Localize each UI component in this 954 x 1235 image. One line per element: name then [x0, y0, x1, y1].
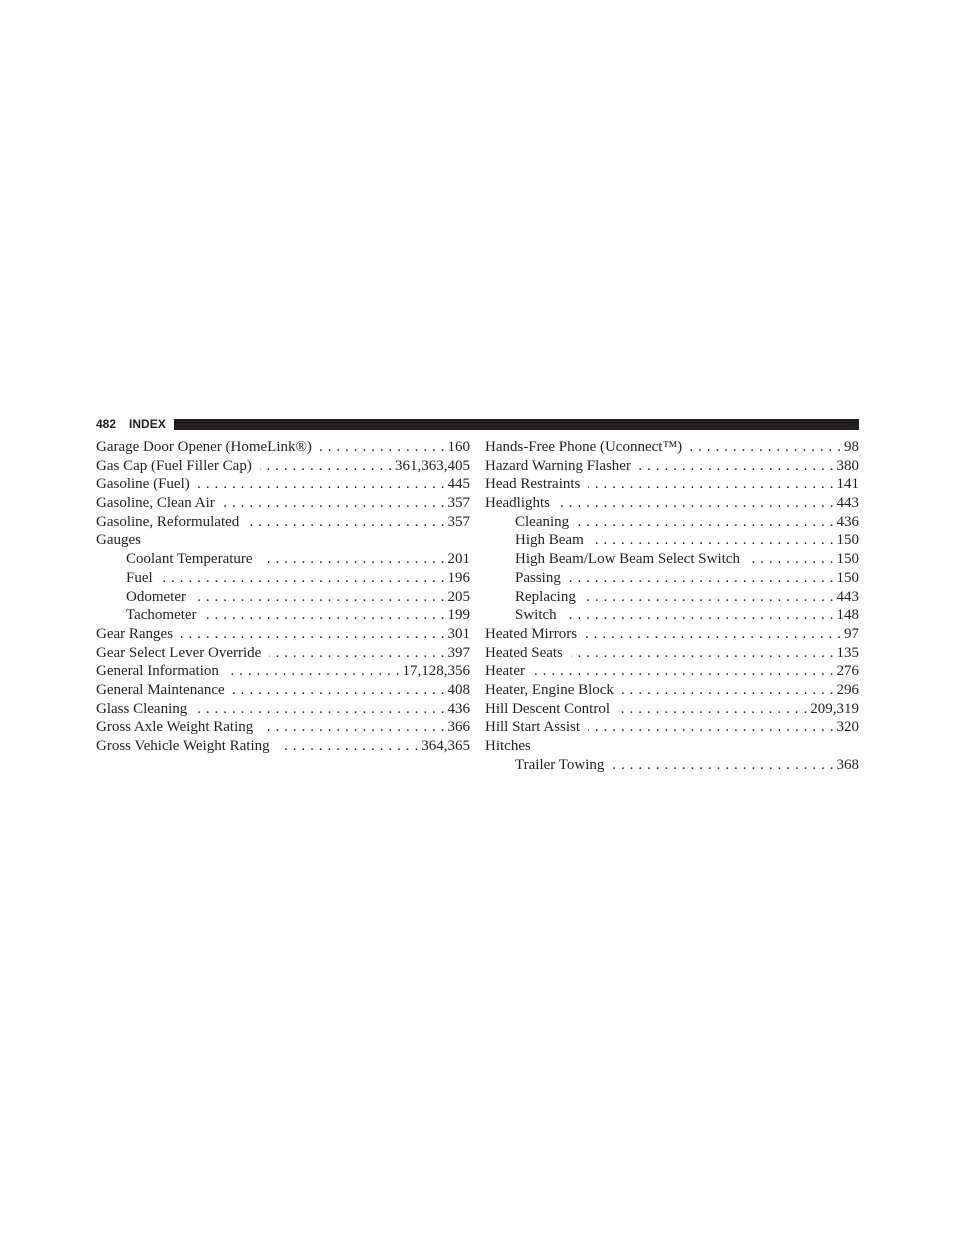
- index-term: Gross Vehicle Weight Rating: [96, 738, 270, 754]
- index-entry: [96, 475, 470, 494]
- dot-leader: [588, 718, 833, 737]
- index-entry: [485, 662, 859, 681]
- dot-leader: [612, 756, 833, 775]
- index-subentry: [485, 550, 859, 569]
- dot-leader: [571, 644, 834, 663]
- index-page-refs: 436: [447, 700, 470, 717]
- index-page-refs: 160: [447, 439, 470, 455]
- index-entry: [96, 681, 470, 700]
- index-subentry: [96, 569, 470, 588]
- index-entry: [96, 644, 470, 663]
- index-term: Gear Select Lever Override: [96, 644, 262, 661]
- index-page-refs: 276: [836, 663, 859, 680]
- dot-leader: [622, 681, 834, 700]
- index-page-refs: 366: [447, 719, 470, 736]
- index-page-refs: 320: [836, 719, 859, 736]
- dot-leader: [269, 644, 444, 663]
- index-entry: [485, 494, 859, 513]
- index-page-refs: 436: [836, 513, 859, 530]
- index-term: Replacing: [515, 588, 576, 605]
- index-term: Heated Mirrors: [485, 625, 578, 642]
- dot-leader: [198, 475, 445, 494]
- dot-leader: [690, 438, 841, 457]
- dot-leader: [181, 625, 444, 644]
- index-subentry: [485, 588, 859, 607]
- index-entry: [96, 700, 470, 719]
- dot-leader: [577, 513, 833, 532]
- index-column-left: [96, 438, 470, 756]
- index-page-refs: 199: [447, 607, 470, 624]
- index-entry: [485, 438, 859, 457]
- index-term: Hitches: [485, 738, 531, 754]
- index-term: General Information: [96, 663, 219, 680]
- dot-leader: [233, 681, 445, 700]
- index-entry: [485, 700, 859, 719]
- dot-leader: [618, 700, 807, 719]
- index-page-refs: 380: [836, 457, 859, 474]
- index-term: Gross Axle Weight Rating: [96, 719, 254, 736]
- index-term: Passing: [515, 569, 561, 586]
- index-subentry: [485, 531, 859, 550]
- index-page-refs: 408: [447, 681, 470, 698]
- index-page-refs: 364,365: [421, 738, 470, 754]
- index-term: Coolant Temperature: [126, 551, 253, 568]
- index-entry: [96, 457, 470, 476]
- index-entry: [96, 531, 470, 550]
- index-page-refs: 98: [844, 439, 859, 455]
- index-page-refs: 357: [447, 513, 470, 530]
- index-page-refs: 150: [836, 551, 859, 568]
- index-term: Hazard Warning Flasher: [485, 457, 631, 474]
- index-entry: [485, 737, 859, 756]
- index-entry: [96, 513, 470, 532]
- index-entry: [96, 718, 470, 737]
- dot-leader: [533, 662, 834, 681]
- dot-leader: [161, 569, 445, 588]
- index-entry: [485, 457, 859, 476]
- index-term: Hill Start Assist: [485, 719, 581, 736]
- index-term: Cleaning: [515, 513, 570, 530]
- index-term: Trailer Towing: [515, 756, 605, 773]
- dot-leader: [585, 625, 841, 644]
- index-entry: [96, 438, 470, 457]
- index-term: Tachometer: [126, 607, 197, 624]
- dot-leader: [584, 588, 834, 607]
- dot-leader: [588, 475, 833, 494]
- index-page-refs: 135: [836, 644, 859, 661]
- index-subentry: [96, 588, 470, 607]
- index-page-refs: 361,363,405: [395, 457, 470, 474]
- index-column-right: [485, 438, 859, 774]
- index-entry: [485, 475, 859, 494]
- index-term: General Maintenance: [96, 681, 225, 698]
- dot-leader: [260, 457, 392, 476]
- dot-leader: [569, 569, 834, 588]
- index-page-refs: 397: [447, 644, 470, 661]
- index-term: Gas Cap (Fuel Filler Cap): [96, 457, 252, 474]
- index-entry: [96, 494, 470, 513]
- index-page-refs: 296: [836, 681, 859, 698]
- index-term: Switch: [515, 607, 557, 624]
- index-term: Garage Door Opener (HomeLink®): [96, 439, 312, 455]
- dot-leader: [261, 718, 444, 737]
- index-subentry: [96, 550, 470, 569]
- index-term: Gasoline, Clean Air: [96, 495, 215, 512]
- dot-leader: [320, 438, 445, 457]
- dot-leader: [194, 588, 445, 607]
- index-term: Glass Cleaning: [96, 700, 188, 717]
- header-rule: [174, 419, 859, 430]
- dot-leader: [278, 737, 419, 756]
- index-page-refs: 97: [844, 625, 859, 642]
- index-page-refs: 201: [447, 551, 470, 568]
- index-entry: [485, 718, 859, 737]
- index-entry: [485, 644, 859, 663]
- index-term: Heated Seats: [485, 644, 563, 661]
- index-subentry: [485, 606, 859, 625]
- index-entry: [485, 681, 859, 700]
- index-subentry: [485, 756, 859, 775]
- dot-leader: [639, 457, 834, 476]
- index-entry: [485, 625, 859, 644]
- index-term: High Beam/Low Beam Select Switch: [515, 551, 740, 568]
- index-term: Hill Descent Control: [485, 700, 610, 717]
- index-term: Hands-Free Phone (Uconnect™): [485, 439, 683, 455]
- index-entry: [96, 625, 470, 644]
- page-number: 482: [96, 417, 117, 431]
- index-page-refs: 148: [836, 607, 859, 624]
- dot-leader: [247, 513, 444, 532]
- index-page-refs: 150: [836, 532, 859, 549]
- index-page-refs: 209,319: [810, 700, 859, 717]
- index-page-refs: 443: [836, 495, 859, 512]
- index-term: Gasoline, Reformulated: [96, 513, 240, 530]
- index-page-refs: 357: [447, 495, 470, 512]
- index-term: Heater: [485, 663, 525, 680]
- index-page-refs: 301: [447, 625, 470, 642]
- dot-leader: [195, 700, 444, 719]
- dot-leader: [748, 550, 834, 569]
- index-page-refs: 17,128,356: [402, 663, 470, 680]
- index-subentry: [485, 513, 859, 532]
- dot-leader: [261, 550, 445, 569]
- index-subentry: [485, 569, 859, 588]
- index-term: Gear Ranges: [96, 625, 174, 642]
- index-page-refs: 445: [447, 476, 470, 493]
- dot-leader: [227, 662, 400, 681]
- index-term: Headlights: [485, 495, 550, 512]
- index-term: Gauges: [96, 532, 141, 549]
- index-term: High Beam: [515, 532, 584, 549]
- index-term: Fuel: [126, 569, 153, 586]
- index-entry: [96, 662, 470, 681]
- index-term: Gasoline (Fuel): [96, 476, 190, 493]
- dot-leader: [565, 606, 834, 625]
- index-page-refs: 141: [836, 476, 859, 493]
- section-title: INDEX: [129, 417, 166, 431]
- index-page-refs: 196: [447, 569, 470, 586]
- index-page-refs: 443: [836, 588, 859, 605]
- page-header: [96, 417, 859, 431]
- index-term: Head Restraints: [485, 476, 581, 493]
- dot-leader: [205, 606, 445, 625]
- dot-leader: [558, 494, 834, 513]
- index-subentry: [96, 606, 470, 625]
- index-page-refs: 205: [447, 588, 470, 605]
- dot-leader: [592, 531, 834, 550]
- index-entry: [96, 737, 470, 756]
- index-term: Heater, Engine Block: [485, 681, 614, 698]
- index-term: Odometer: [126, 588, 186, 605]
- index-page-refs: 150: [836, 569, 859, 586]
- index-page-refs: 368: [836, 756, 859, 773]
- dot-leader: [223, 494, 445, 513]
